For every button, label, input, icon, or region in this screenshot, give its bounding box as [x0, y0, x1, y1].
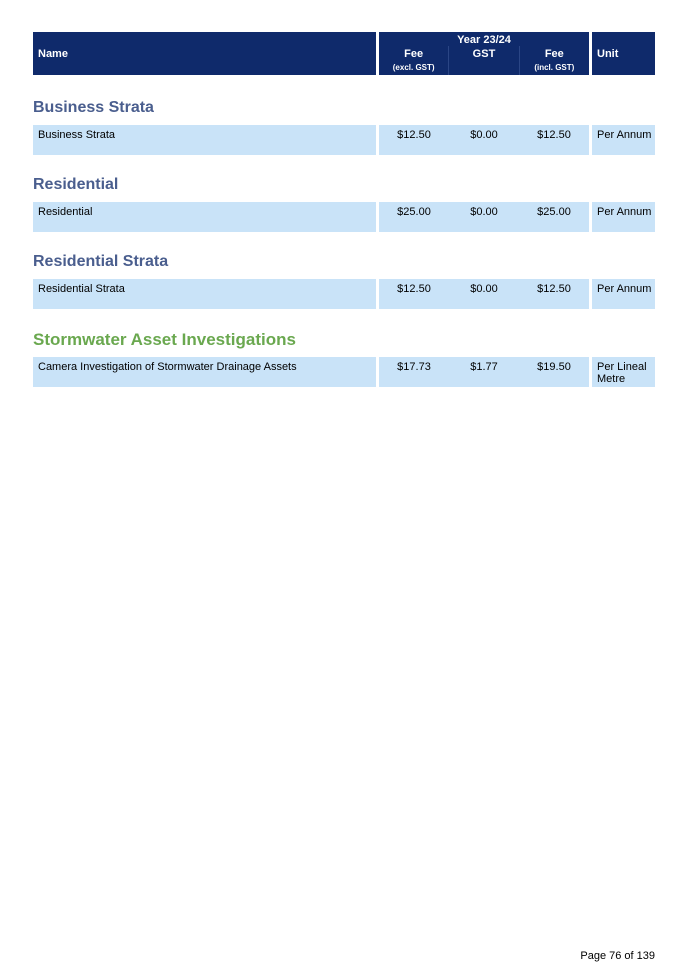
category-heading: Residential Strata	[33, 253, 169, 270]
header-fee-incl-label: Fee	[544, 48, 564, 60]
table-row	[33, 202, 655, 232]
header-year-group	[379, 32, 589, 75]
row-gst: $0.00	[470, 129, 498, 141]
row-name: Residential Strata	[33, 279, 376, 309]
header-name: Name	[33, 32, 376, 75]
header-fee-incl-sub: (incl. GST)	[534, 63, 575, 72]
header-fee-excl-label: Fee	[404, 48, 424, 60]
category-heading: Stormwater Asset Investigations	[33, 330, 296, 349]
row-fee-excl: $12.50	[397, 129, 431, 141]
category-heading: Residential	[33, 176, 119, 193]
header-fee-incl	[520, 46, 589, 75]
row-fee-incl: $19.50	[537, 361, 571, 373]
row-name: Camera Investigation of Stormwater Drainage Assets	[33, 357, 376, 387]
header-fee-excl-sub: (excl. GST)	[392, 63, 435, 72]
header-gst	[448, 46, 519, 75]
page-number: Page 76 of 139	[580, 950, 655, 962]
row-fee-excl: $17.73	[397, 361, 431, 373]
fee-table	[33, 32, 655, 387]
row-name: Residential	[33, 202, 376, 232]
table-row	[33, 279, 655, 309]
row-unit: Per Annum	[592, 202, 655, 232]
row-name: Business Strata	[33, 125, 376, 155]
row-gst: $0.00	[470, 206, 498, 218]
row-gst: $0.00	[470, 283, 498, 295]
row-unit: Per Lineal Metre	[592, 357, 655, 387]
row-fee-excl: $12.50	[397, 283, 431, 295]
header-unit: Unit	[592, 32, 655, 75]
table-header	[33, 32, 655, 75]
table-row	[33, 357, 655, 387]
row-fee-incl: $12.50	[537, 283, 571, 295]
category-heading: Business Strata	[33, 99, 154, 116]
row-fee-excl: $25.00	[397, 206, 431, 218]
header-gst-label: GST	[472, 48, 496, 60]
row-fee-incl: $25.00	[537, 206, 571, 218]
table-row	[33, 125, 655, 155]
header-fee-excl	[379, 46, 448, 75]
row-fee-incl: $12.50	[537, 129, 571, 141]
row-gst: $1.77	[470, 361, 498, 373]
header-year: Year 23/24	[457, 34, 511, 46]
row-unit: Per Annum	[592, 279, 655, 309]
row-unit: Per Annum	[592, 125, 655, 155]
